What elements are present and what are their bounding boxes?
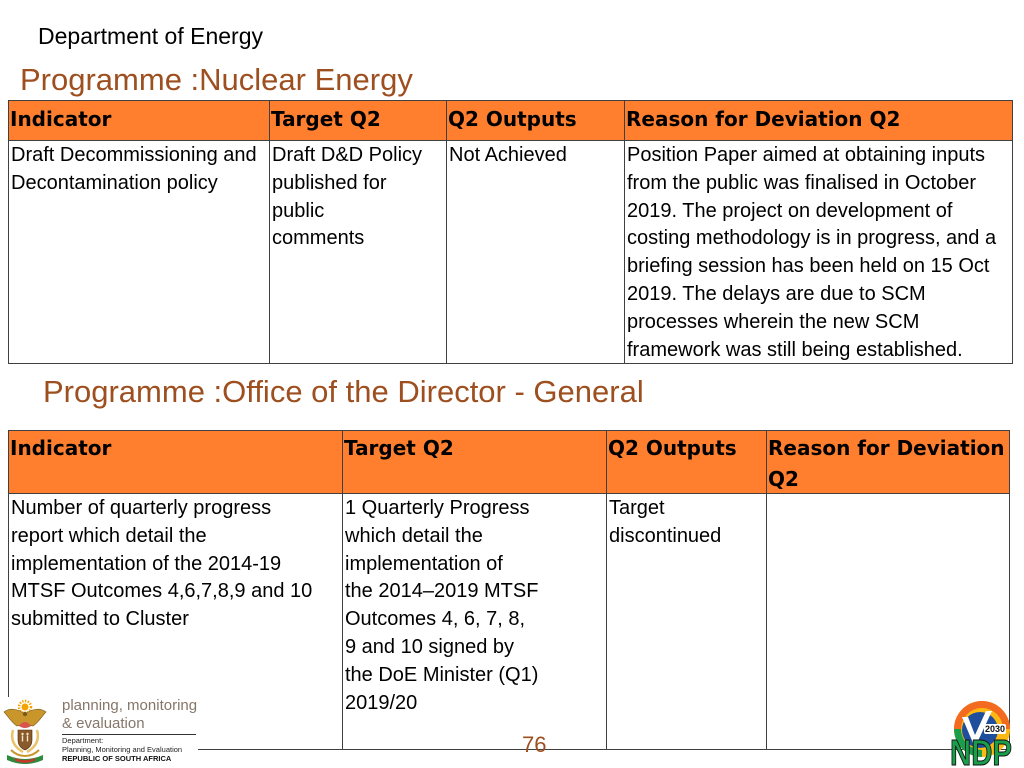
outputs-cell: Not Achieved [447, 141, 625, 364]
column-header-q2-outputs: Q2 Outputs [447, 101, 625, 141]
ndp-2030-logo [946, 699, 1014, 767]
outputs-cell: Target discontinued [607, 494, 767, 750]
column-header-indicator: Indicator [9, 431, 343, 494]
dpme-logo [0, 697, 198, 768]
section-title-nuclear-energy: Programme :Nuclear Energy [20, 62, 413, 97]
dpme-country: REPUBLIC OF SOUTH AFRICA [62, 754, 172, 763]
department-heading: Department of Energy [38, 23, 264, 49]
dpme-wordmark-line1: planning, monitoring [62, 697, 198, 714]
column-header-reason-for-deviation: Reason for Deviation Q2 [625, 101, 1013, 141]
page-number: 76 [522, 732, 547, 757]
section-title-office-of-director-general: Programme :Office of the Director - General [43, 374, 644, 409]
nuclear-energy-table [8, 100, 1013, 364]
dpme-wordmark-line2: & evaluation [62, 715, 145, 732]
dpme-department-name: Planning, Monitoring and Evaluation [62, 745, 183, 754]
indicator-cell: Number of quarterly progress report which detail the implementation of the 2014-19 MTSF Outcomes 4,6,7,8,9 and 10 submitted to Cluster [9, 494, 343, 750]
coat-of-arms-icon [3, 700, 47, 766]
indicator-cell: Draft Decommissioning and Decontamination policy [9, 141, 270, 364]
column-header-target-q2: Target Q2 [343, 431, 607, 494]
deviation-reason-cell: Position Paper aimed at obtaining inputs from the public was finalised in October 2019. The project on development of costing methodology is in progress, and a briefing session has been held on 15 Oct 2019. The delays are due to SCM processes wherein the new SCM framework was still being established. [625, 141, 1013, 364]
dpme-divider [62, 734, 196, 735]
ndp-acronym: NDP [950, 732, 1012, 768]
column-header-target-q2: Target Q2 [270, 101, 447, 141]
dpme-department-label: Department: [62, 736, 104, 745]
target-cell: Draft D&D Policy published for public comments [270, 141, 447, 364]
ndp-year: 2030 [984, 724, 1006, 734]
column-header-reason-for-deviation: Reason for Deviation Q2 [767, 431, 1010, 494]
target-cell: 1 Quarterly Progress which detail the implementation of the 2014–2019 MTSF Outcomes 4, 6, 7, 8, 9 and 10 signed by the DoE Minister (Q1) 2019/20 [343, 494, 607, 750]
bird-head [23, 712, 27, 716]
column-header-q2-outputs: Q2 Outputs [607, 431, 767, 494]
shield [18, 730, 32, 750]
column-header-indicator: Indicator [9, 101, 270, 141]
wheat [11, 750, 39, 756]
